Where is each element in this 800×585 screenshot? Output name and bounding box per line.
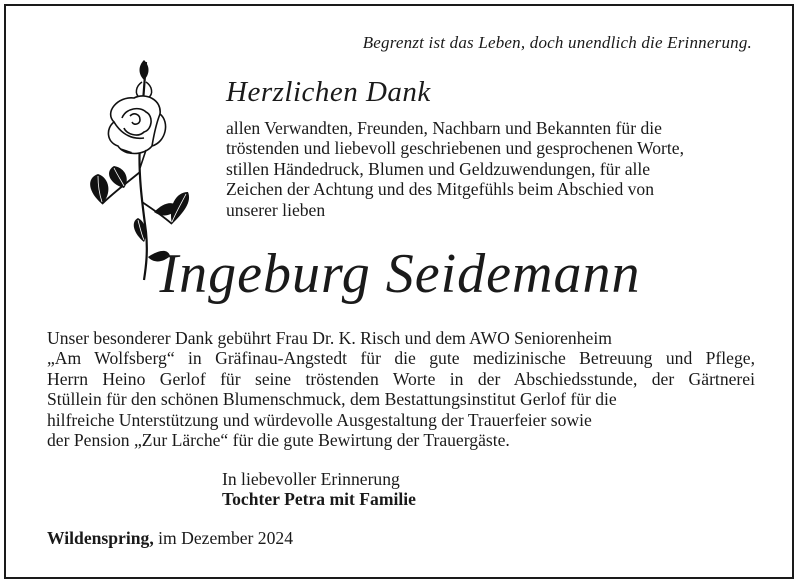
- special-line: Stüllein für den schönen Blumenschmuck, dem Bestattungsinstitut Gerlof für die: [47, 389, 617, 410]
- intro-line: stillen Händedruck, Blumen und Geldzuwendungen, für alle: [226, 158, 651, 179]
- closing-block: [222, 469, 416, 510]
- special-line: Herrn Heino Gerlof für seine tröstenden Worte in der Abschiedsstunde, der Gärtnerei: [47, 368, 755, 389]
- intro-text: [226, 118, 756, 220]
- intro-line: allen Verwandten, Freunden, Nachbarn und Bekannten für die: [226, 118, 662, 138]
- intro-line: tröstenden und liebevoll geschriebenen und gesprochenen Worte,: [226, 138, 684, 159]
- motto: Begrenzt ist das Leben, doch unendlich die Erinnerung.: [362, 33, 752, 52]
- thanks-heading: Herzlichen Dank: [226, 76, 431, 108]
- intro-line: Zeichen der Achtung und des Mitgefühls beim Abschied von: [226, 179, 655, 200]
- closing-line: In liebevoller Erinnerung: [222, 469, 400, 489]
- place-date: [47, 528, 293, 549]
- deceased-name: Ingeburg Seidemann: [159, 243, 641, 305]
- date: im Dezember 2024: [158, 528, 293, 548]
- special-line: Unser besonderer Dank gebührt Frau Dr. K. Risch und dem AWO Seniorenheim: [47, 328, 612, 348]
- special-line: der Pension „Zur Lärche“ für die gute Bewirtung der Trauergäste.: [47, 430, 510, 451]
- special-line: „Am Wolfsberg“ in Gräfinau-Angstedt für die gute medizinische Betreuung und Pflege,: [47, 348, 755, 369]
- signature: Tochter Petra mit Familie: [222, 489, 416, 510]
- place: Wildenspring,: [47, 528, 154, 548]
- special-line: hilfreiche Unterstützung und würdevolle Ausgestaltung der Trauerfeier sowie: [47, 409, 592, 430]
- intro-line: unserer lieben: [226, 199, 326, 220]
- special-thanks-text: [47, 328, 755, 450]
